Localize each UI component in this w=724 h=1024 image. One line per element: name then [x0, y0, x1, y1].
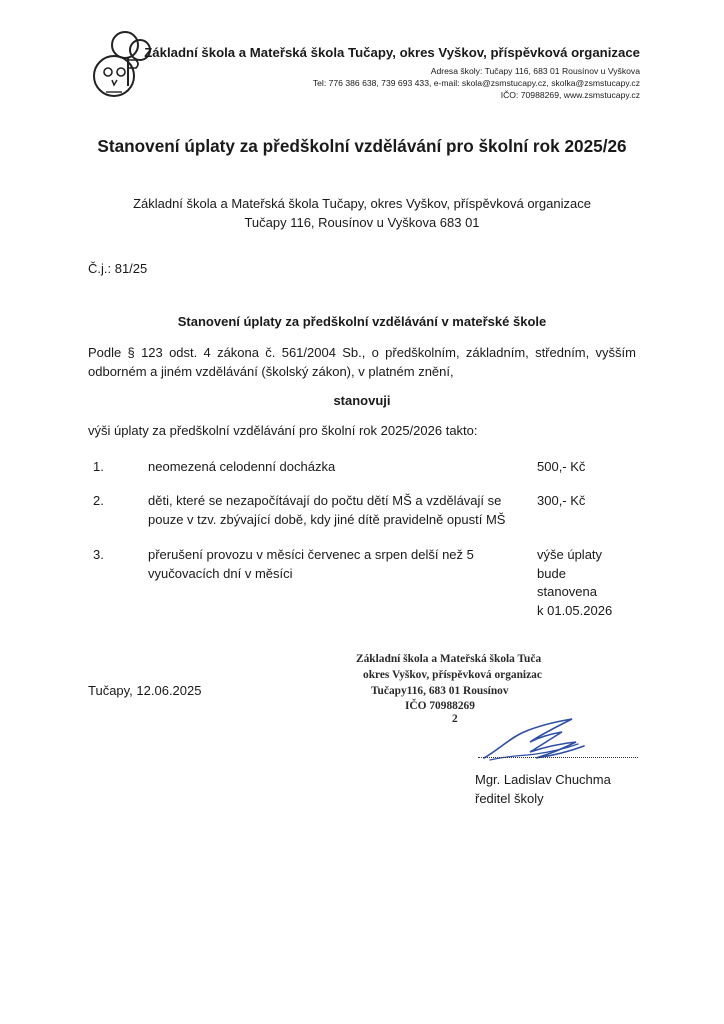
school-logo — [92, 30, 154, 104]
item-price — [537, 458, 585, 477]
price-line: k 01.05.2026 — [537, 602, 613, 618]
signatory-role: ředitel školy — [475, 791, 544, 806]
letterhead-contact: Tel: 776 386 638, 739 693 433, e-mail: skola@zsmstucapy.cz, skolka@zsmstucapy.cz — [312, 78, 640, 88]
stamp-line: IČO 70988269 — [405, 700, 475, 712]
section-subtitle: Stanovení úplaty za předškolní vzdělávání v mateřské škole — [177, 314, 547, 329]
item-line: vyučovacích dní v měsíci — [148, 565, 293, 581]
intro-text: výši úplaty za předškolní vzdělávání pro školní rok 2025/2026 takto: — [88, 423, 478, 438]
price-line: stanovena — [537, 584, 597, 599]
reference-number: Č.j.: 81/25 — [88, 261, 148, 276]
item-line: přerušení provozu v měsíci červenec a srpen delší než 5 — [148, 547, 474, 562]
document-title: Stanovení úplaty za předškolní vzdělávání pro školní rok 2025/26 — [97, 136, 627, 156]
price-line: 500,- Kč — [537, 459, 586, 474]
item-number: 1. — [93, 459, 104, 474]
org-line-2: Tučapy 116, Rousínov u Vyškova 683 01 — [244, 215, 480, 230]
org-line-1: Základní škola a Mateřská škola Tučapy, okres Vyškov, příspěvková organizace — [133, 196, 591, 211]
law-paragraph: Podle § 123 odst. 4 zákona č. 561/2004 Sb., o předškolním, základním, středním, vyšším odborném a jiném vzdělávání (školský zákon), v platném znění, — [88, 345, 636, 379]
item-number: 2. — [93, 493, 104, 508]
item-price — [537, 492, 585, 511]
signature-line — [478, 757, 638, 758]
price-line: výše úplaty — [537, 547, 603, 562]
decision-word: stanovuji — [333, 393, 391, 408]
letterhead-address: Adresa školy: Tučapy 116, 683 01 Rousínov u Vyškova — [430, 66, 640, 76]
item-line: děti, které se nezapočítávají do počtu dětí MŠ a vzdělávají se — [148, 493, 502, 508]
letterhead-school-name: Základní škola a Mateřská škola Tučapy, okres Vyškov, příspěvková organizace — [144, 45, 640, 60]
stamp-line: okres Vyškov, příspěvková organizac — [363, 669, 542, 681]
item-text — [148, 458, 335, 477]
stamp-line: Tučapy116, 683 01 Rousínov — [371, 685, 509, 697]
price-line: 300,- Kč — [537, 493, 586, 508]
place-date: Tučapy, 12.06.2025 — [88, 683, 202, 698]
item-text — [148, 492, 505, 529]
letterhead-ico-web: IČO: 70988269, www.zsmstucapy.cz — [500, 90, 640, 100]
signatory-name: Mgr. Ladislav Chuchma — [475, 772, 611, 787]
item-line: neomezená celodenní docházka — [148, 459, 336, 474]
item-price — [537, 546, 612, 620]
price-line: bude — [537, 565, 566, 581]
item-line: pouze v tzv. zbývající době, kdy jiné dítě pravidelně opustí MŠ — [148, 511, 506, 527]
stamp-line: 2 — [452, 713, 458, 725]
item-number: 3. — [93, 547, 104, 562]
item-text — [148, 546, 474, 583]
stamp-line: Základní škola a Mateřská škola Tuča — [356, 653, 542, 665]
